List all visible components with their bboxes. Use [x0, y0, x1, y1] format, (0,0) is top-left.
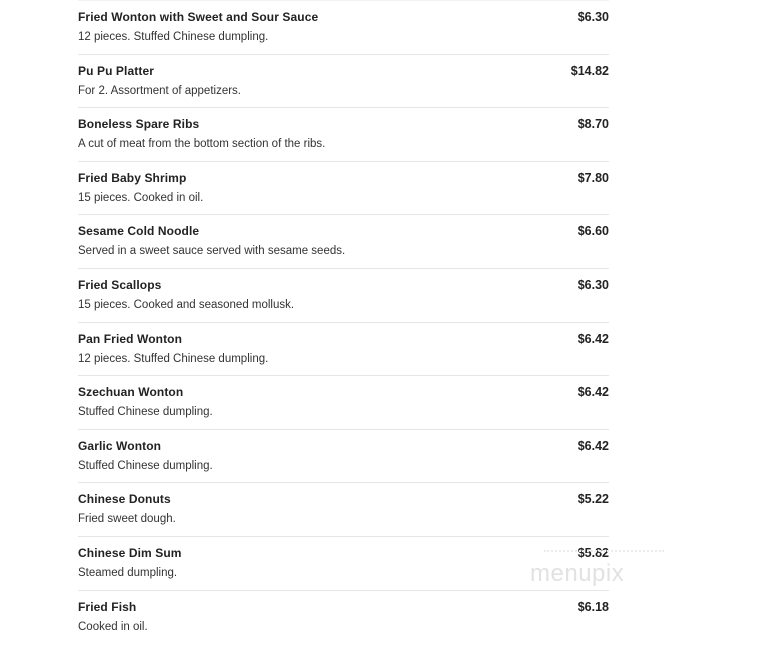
item-description: 12 pieces. Stuffed Chinese dumpling. — [78, 31, 269, 43]
item-price: $6.30 — [577, 277, 609, 292]
item-price: $7.80 — [577, 170, 609, 185]
item-name: Fried Fish — [78, 599, 137, 614]
item-price: $6.60 — [577, 224, 609, 239]
watermark-logo: menupix — [530, 560, 625, 587]
item-name: Boneless Spare Ribs — [78, 117, 200, 132]
item-name: Garlic Wonton — [78, 438, 162, 453]
item-description: Served in a sweet sauce served with sesame seeds. — [78, 245, 346, 258]
item-price: $5.22 — [577, 492, 609, 507]
item-price: $8.70 — [577, 117, 609, 132]
menu-item[interactable] — [78, 0, 609, 54]
watermark-dots — [544, 550, 664, 558]
item-name: Sesame Cold Noodle — [78, 224, 200, 239]
item-price: $6.42 — [577, 385, 609, 400]
menu-list — [78, 0, 609, 643]
item-name: Chinese Dim Sum — [78, 545, 182, 560]
item-description: Steamed dumpling. — [78, 566, 178, 579]
item-description: Stuffed Chinese dumpling. — [78, 459, 213, 472]
item-name: Chinese Donuts — [78, 492, 171, 507]
item-description: Fried sweet dough. — [78, 513, 176, 526]
menu-item[interactable] — [78, 107, 609, 161]
menu-item[interactable] — [78, 54, 609, 108]
item-price: $6.42 — [577, 331, 609, 346]
item-price: $6.30 — [577, 10, 609, 24]
menu-item[interactable] — [78, 429, 609, 483]
item-price: $6.18 — [577, 599, 609, 614]
item-price: $5.82 — [577, 545, 609, 560]
item-description: 15 pieces. Cooked and seasoned mollusk. — [78, 298, 295, 311]
item-description: Cooked in oil. — [78, 620, 148, 633]
item-name: Szechuan Wonton — [78, 385, 184, 400]
item-description: A cut of meat from the bottom section of the ribs. — [78, 138, 326, 151]
menu-item[interactable] — [78, 268, 609, 322]
item-description: For 2. Assortment of appetizers. — [78, 84, 241, 97]
menu-item[interactable] — [78, 375, 609, 429]
menu-item[interactable] — [78, 161, 609, 215]
menu-item[interactable] — [78, 482, 609, 536]
menu-item[interactable] — [78, 214, 609, 268]
item-price: $6.42 — [577, 438, 609, 453]
watermark — [530, 545, 670, 598]
item-description: 12 pieces. Stuffed Chinese dumpling. — [78, 352, 269, 365]
item-description: Stuffed Chinese dumpling. — [78, 406, 213, 419]
item-name: Fried Scallops — [78, 277, 162, 292]
item-price: $14.82 — [570, 63, 609, 78]
item-name: Pan Fried Wonton — [78, 331, 183, 346]
item-name: Fried Baby Shrimp — [78, 170, 187, 185]
item-name: Pu Pu Platter — [78, 63, 154, 78]
menu-item[interactable] — [78, 322, 609, 376]
item-name: Fried Wonton with Sweet and Sour Sauce — [78, 10, 319, 24]
item-description: 15 pieces. Cooked in oil. — [78, 191, 204, 204]
